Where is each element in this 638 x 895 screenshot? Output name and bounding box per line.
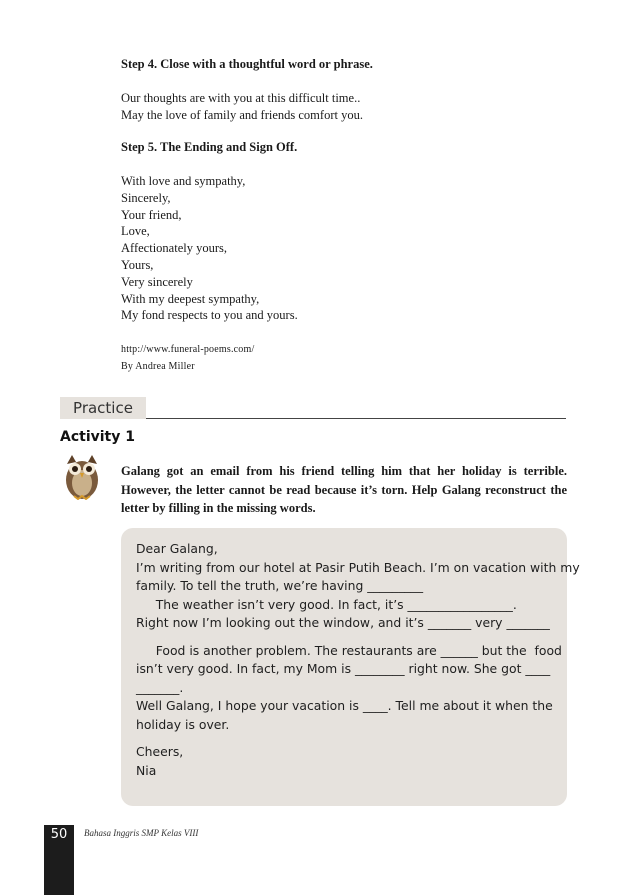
source-block [121, 341, 254, 375]
step-5-line: With my deepest sympathy, [121, 291, 260, 306]
letter-line: Right now I’m looking out the window, and it’s _______ very _______ [136, 615, 550, 630]
letter-greeting: Dear Galang, [136, 541, 218, 556]
letter-line: I’m writing from our hotel at Pasir Putih Beach. I’m on vacation with my [136, 559, 580, 575]
step-5-line: With love and sympathy, [121, 174, 246, 188]
paragraph-gap [136, 734, 552, 743]
step-5-heading: Step 5. The Ending and Sign Off. [121, 140, 298, 154]
step-4-lines [121, 90, 363, 124]
practice-label: Practice [60, 397, 146, 419]
step-5-line: Your friend, [121, 207, 182, 222]
step-5-line: Sincerely, [121, 190, 171, 205]
step-5-line: Yours, [121, 257, 154, 272]
step-4-heading: Step 4. Close with a thoughtful word or phrase. [121, 57, 373, 71]
step-5-line: Affectionately yours, [121, 241, 227, 256]
letter-closing: Cheers, [136, 744, 184, 759]
letter-line: family. To tell the truth, we’re having _________ [136, 578, 424, 593]
practice-divider [146, 418, 566, 419]
source-author: By Andrea Miller [121, 361, 195, 372]
step-5-line: Love, [121, 224, 150, 239]
step-4-line: May the love of family and friends comfort you. [121, 107, 363, 122]
activity-title: Activity 1 [60, 429, 135, 445]
page-number: 50 [50, 827, 68, 842]
letter-line: The weather isn’t very good. In fact, it’s _________________. [136, 596, 517, 612]
letter-line: _______. [136, 679, 184, 695]
letter-line: Well Galang, I hope your vacation is ____. Tell me about it when the [136, 698, 553, 713]
activity-instructions: Galang got an email from his friend telling him that her holiday is terrible. However, the letter cannot be read because it’s torn. Help Galang reconstruct the letter by filling in the missing words. [121, 464, 567, 515]
letter-line: Food is another problem. The restaurants are ______ but the food [136, 642, 562, 658]
source-url[interactable]: http://www.funeral-poems.com/ [121, 344, 255, 355]
step-5-line: My fond respects to you and yours. [121, 308, 298, 323]
book-title: Bahasa Inggris SMP Kelas VIII [84, 828, 199, 838]
letter-body [136, 540, 580, 780]
letter-signature: Nia [136, 762, 157, 778]
step-5-line: Very sincerely [121, 274, 193, 289]
letter-line: isn’t very good. In fact, my Mom is ________ right now. She got ____ [136, 661, 551, 676]
letter-line: holiday is over. [136, 716, 230, 732]
step-5-lines [121, 173, 298, 324]
owl-icon [62, 452, 102, 500]
paragraph-gap [136, 633, 552, 642]
step-4-line: Our thoughts are with you at this difficult time.. [121, 91, 361, 105]
